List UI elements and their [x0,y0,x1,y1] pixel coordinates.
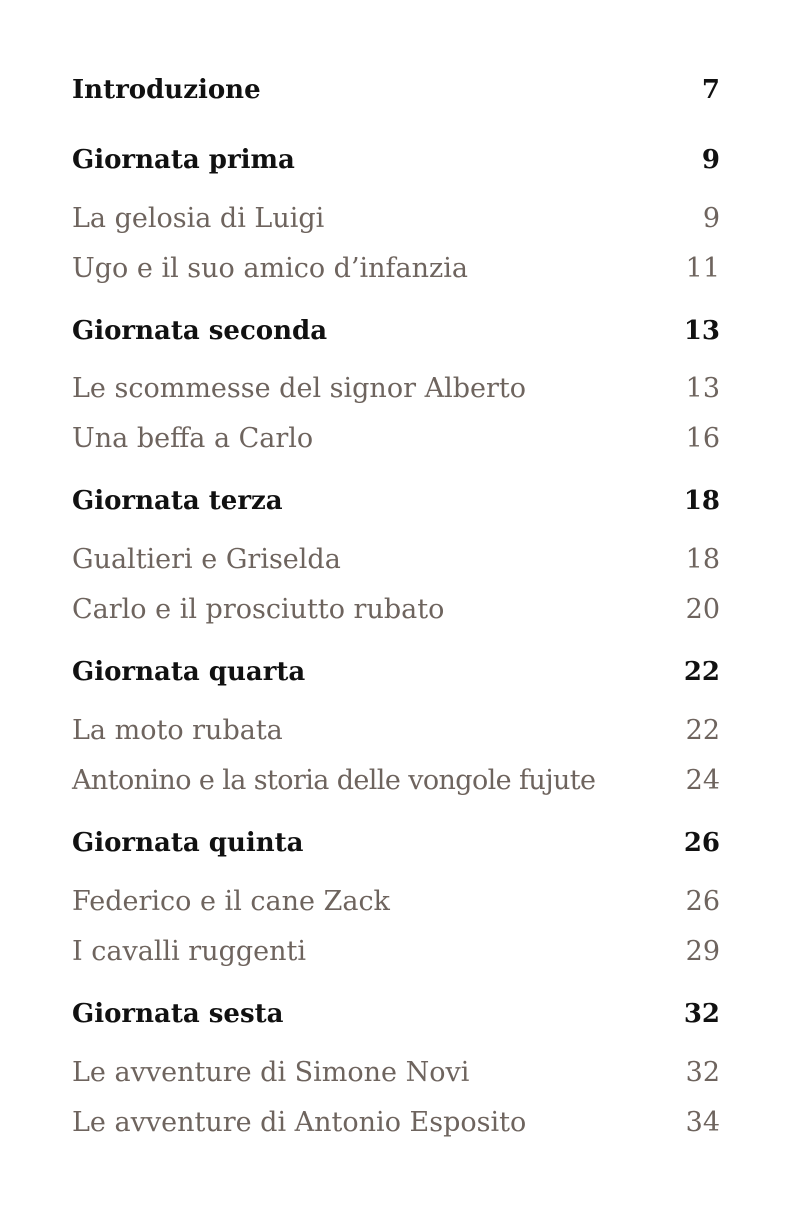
toc-entry-title: Le avventure di Antonio Esposito [72,1107,527,1138]
toc-section-giornata-prima[interactable] [72,140,720,180]
toc-entry-title: La gelosia di Luigi [72,203,325,234]
toc-entry[interactable] [72,882,720,922]
toc-section-title: Giornata quarta [72,657,306,687]
toc-entry-title: Una beffa a Carlo [72,423,314,454]
toc-entry-title: Federico e il cane Zack [72,886,390,917]
toc-page-number: 13 [683,316,720,346]
toc-page-number: 18 [685,544,720,575]
toc-section-giornata-quarta[interactable] [72,652,720,692]
toc-entry[interactable] [72,711,720,751]
toc-page-number: 26 [685,886,720,917]
table-of-contents [72,0,720,1224]
toc-section-giornata-terza[interactable] [72,481,720,521]
toc-entry-title: Ugo e il suo amico d’infanzia [72,253,468,284]
toc-entry[interactable] [72,249,720,289]
toc-page-number: 9 [702,203,720,234]
toc-page-number: 9 [701,145,720,175]
toc-section-title: Giornata quinta [72,828,304,858]
toc-entry[interactable] [72,932,720,972]
toc-page-number: 7 [701,75,720,105]
toc-page-number: 32 [685,1057,720,1088]
toc-section-title: Giornata prima [72,145,295,175]
toc-section-giornata-sesta[interactable] [72,994,720,1034]
toc-page-number: 18 [683,486,720,516]
toc-entry-title: Le scommesse del signor Alberto [72,373,526,404]
toc-entry-title: I cavalli ruggenti [72,936,307,967]
toc-entry-title: Carlo e il prosciutto rubato [72,594,445,625]
toc-page-number: 34 [685,1107,720,1138]
toc-entry-title: La moto rubata [72,715,283,746]
toc-entry-title: Gualtieri e Griselda [72,544,341,575]
toc-page-number: 20 [685,594,720,625]
toc-section-title: Giornata seconda [72,316,328,346]
toc-section-introduzione[interactable] [72,70,720,110]
toc-entry[interactable] [72,1103,720,1143]
toc-entry-title: Antonino e la storia delle vongole fujute [72,765,596,796]
toc-section-title: Introduzione [72,75,261,105]
toc-page-number: 24 [685,765,720,796]
toc-entry[interactable] [72,1053,720,1093]
toc-entry[interactable] [72,419,720,459]
toc-section-title: Giornata terza [72,486,283,516]
toc-entry[interactable] [72,199,720,239]
toc-entry[interactable] [72,369,720,409]
toc-entry[interactable] [72,761,720,801]
toc-section-giornata-quinta[interactable] [72,823,720,863]
toc-entry[interactable] [72,540,720,580]
toc-page-number: 13 [685,373,720,404]
toc-entry[interactable] [72,590,720,630]
toc-page-number: 22 [683,657,720,687]
toc-page-number: 29 [685,936,720,967]
toc-page-number: 16 [685,423,720,454]
toc-page-number: 32 [683,999,720,1029]
toc-section-title: Giornata sesta [72,999,284,1029]
toc-page-number: 11 [685,253,720,284]
toc-entry-title: Le avventure di Simone Novi [72,1057,470,1088]
toc-section-giornata-seconda[interactable] [72,311,720,351]
toc-page-number: 22 [685,715,720,746]
toc-page-number: 26 [683,828,720,858]
